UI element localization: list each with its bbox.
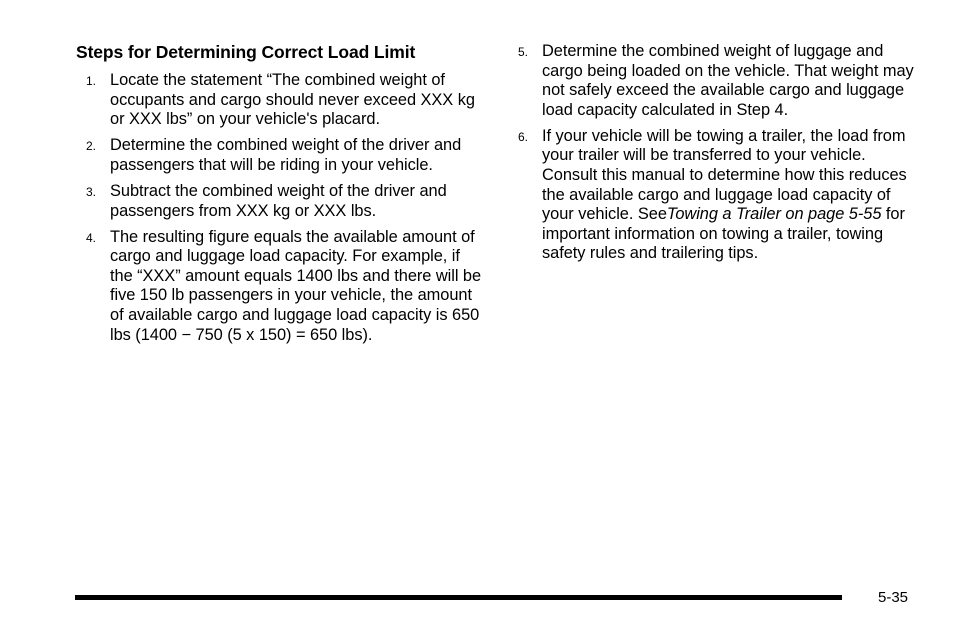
left-column: [76, 42, 486, 352]
step-text: The resulting figure equals the available amount of cargo and luggage load capacity. For example, if the “XXX” amount equals 1400 lbs and there will be five 150 lb passengers in your vehicle, the amount of available cargo and luggage load capacity is 650 lbs (1400 − 750 (5 x 150) = 650 lbs).: [110, 227, 482, 344]
step-text: [542, 127, 907, 263]
right-column: [516, 42, 916, 271]
step-text: Determine the combined weight of luggage and cargo being loaded on the vehicle. That weight may not safely exceed the available cargo and luggage load capacity calculated in Step 4.: [542, 42, 914, 119]
step-item: [516, 42, 916, 120]
step-number: 6.: [518, 129, 528, 144]
cross-reference-link[interactable]: Towing a Trailer on page 5-55: [666, 205, 882, 224]
step-item: [76, 71, 486, 130]
step-item: [76, 136, 486, 175]
step-number: 4.: [86, 230, 96, 245]
step-number: 5.: [518, 45, 528, 59]
step-number: 3.: [86, 184, 96, 199]
footer-rule: [75, 595, 842, 600]
step-text-before: If your vehicle will be towing a trailer, the load from your trailer will be transferred to your vehicle. Consult this manual to determine how this reduces the available cargo and luggage load capacity of your vehicle. See: [542, 126, 907, 224]
steps-list-right: [516, 42, 916, 264]
step-text: Subtract the combined weight of the driver and passengers from XXX kg or XXX lbs.: [110, 181, 447, 220]
steps-list-left: [76, 71, 486, 345]
step-text: Determine the combined weight of the driver and passengers that will be riding in your vehicle.: [110, 136, 462, 174]
step-number: 1.: [86, 74, 96, 88]
step-text: Locate the statement “The combined weight of occupants and cargo should never exceed XXX kg or XXX lbs” on your vehicle's placard.: [110, 71, 475, 129]
section-heading: Steps for Determining Correct Load Limit: [76, 42, 416, 62]
step-item: [76, 228, 486, 346]
step-number: 2.: [86, 139, 96, 154]
page-number: 5-35: [878, 589, 909, 606]
step-item: [516, 127, 916, 264]
step-text-after: for important information on towing a trailer, towing safety rules and trailering tips.: [542, 205, 905, 263]
step-item: [76, 182, 486, 221]
